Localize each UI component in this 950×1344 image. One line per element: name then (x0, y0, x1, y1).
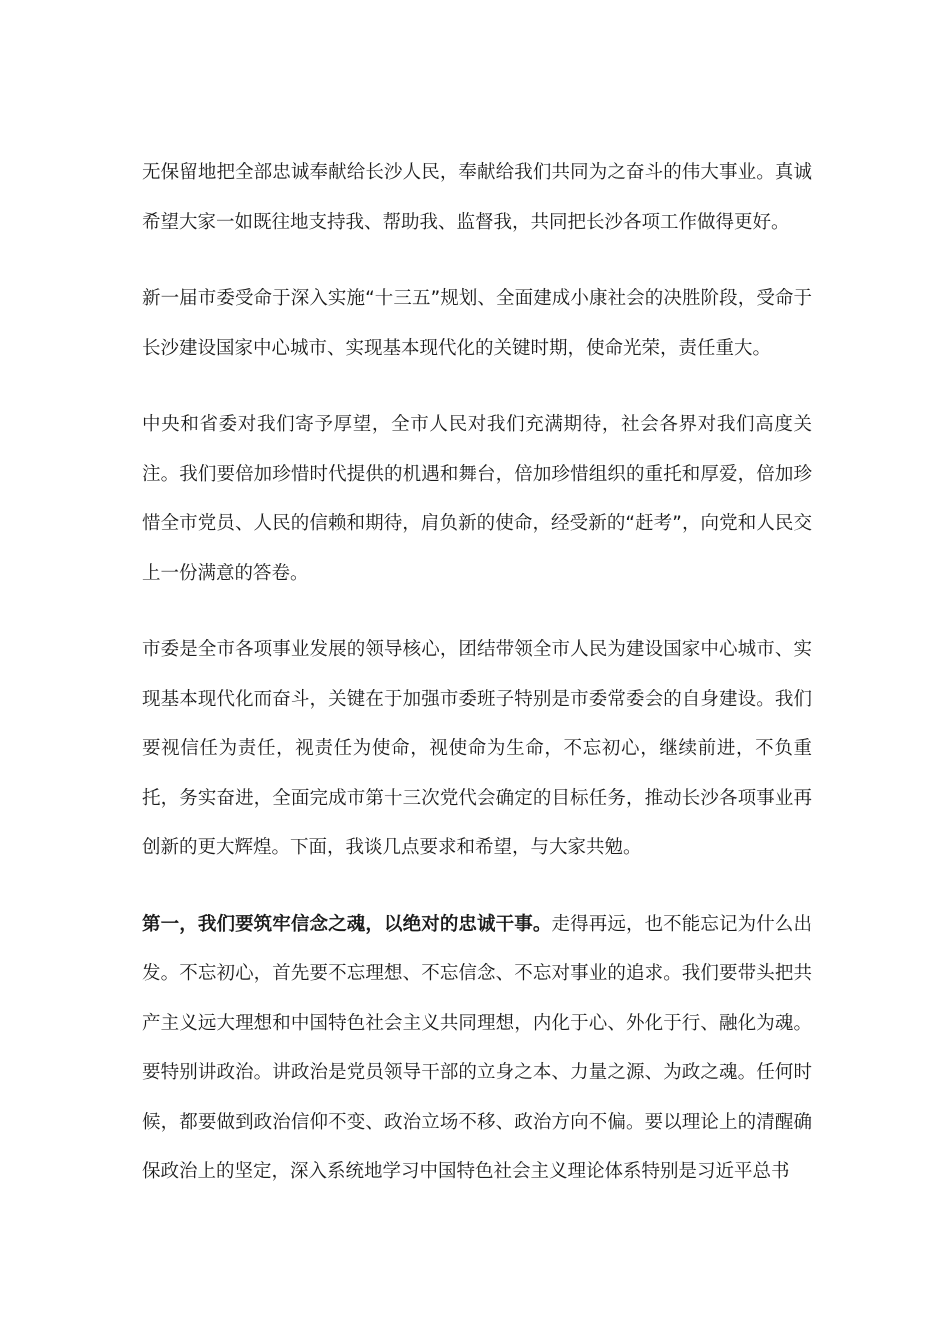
paragraph-3 (142, 400, 812, 598)
paragraph-1-text: 无保留地把全部忠诚奉献给长沙人民，奉献给我们共同为之奋斗的伟大事业。真诚希望大家一如既往地支持我、帮助我、监督我，共同把长沙各项工作做得更好。 (142, 162, 812, 233)
paragraph-4-text: 市委是全市各项事业发展的领导核心，团结带领全市人民为建设国家中心城市、实现基本现代化而奋斗，关键在于加强市委班子特别是市委常委会的自身建设。我们要视信任为责任，视责任为使命，视使命为生命，不忘初心，继续前进，不负重托，务实奋进，全面完成市第十三次党代会确定的目标任务，推动长沙各项事业再创新的更大辉煌。下面，我谈几点要求和希望，与大家共勉。 (142, 639, 812, 858)
paragraph-2-text: 新一届市委受命于深入实施“十三五”规划、全面建成小康社会的决胜阶段，受命于长沙建设国家中心城市、实现基本现代化的关键时期，使命光荣，责任重大。 (142, 288, 812, 359)
paragraph-4 (142, 625, 812, 873)
paragraph-1 (142, 148, 812, 247)
paragraph-5-text: 走得再远，也不能忘记为什么出发。不忘初心，首先要不忘理想、不忘信念、不忘对事业的追求。我们要带头把共产主义远大理想和中国特色社会主义共同理想，内化于心、外化于行、融化为魂。要特别讲政治。讲政治是党员领导干部的立身之本、力量之源、为政之魂。任何时候，都要做到政治信仰不变、政治立场不移、政治方向不偏。要以理论上的清醒确保政治上的坚定，深入系统地学习中国特色社会主义理论体系特别是习近平总书 (142, 913, 812, 1182)
paragraph-5 (142, 900, 812, 1197)
paragraph-2 (142, 274, 812, 373)
paragraph-3-text: 中央和省委对我们寄予厚望，全市人民对我们充满期待，社会各界对我们高度关注。我们要倍加珍惜时代提供的机遇和舞台，倍加珍惜组织的重托和厚爱，倍加珍惜全市党员、人民的信赖和期待，肩负新的使命，经受新的“赶考”，向党和人民交上一份满意的答卷。 (142, 414, 812, 584)
paragraph-5-lead: 第一，我们要筑牢信念之魂，以绝对的忠诚干事。 (142, 913, 552, 935)
document-body (142, 148, 812, 1224)
